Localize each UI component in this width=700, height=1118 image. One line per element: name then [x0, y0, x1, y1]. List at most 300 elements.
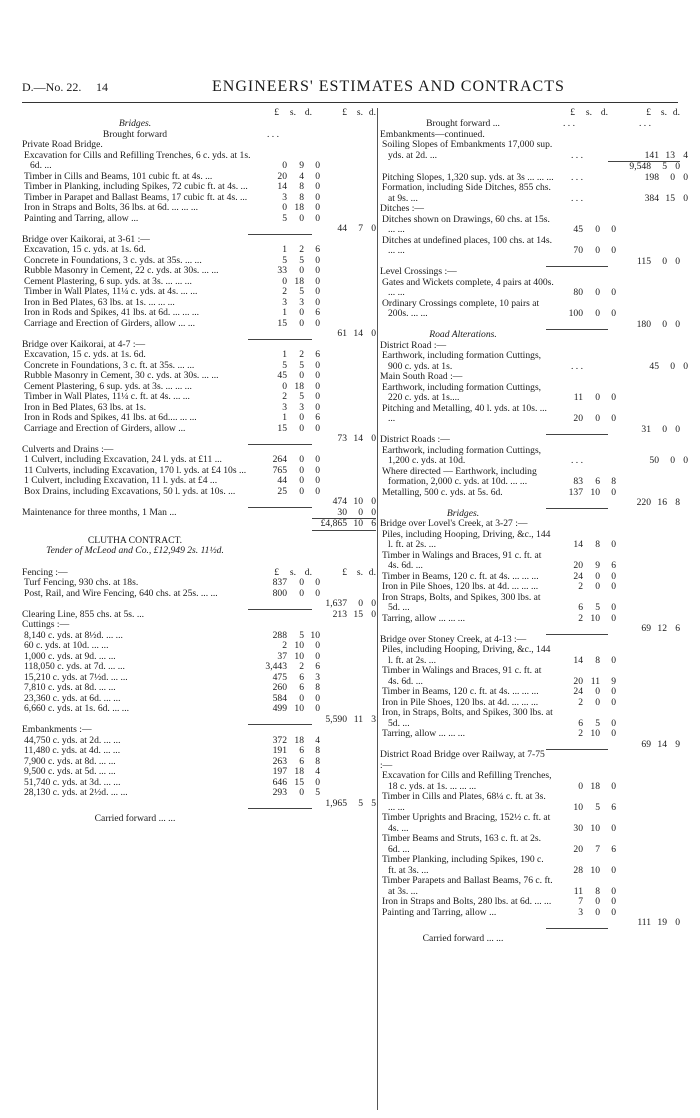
left-column — [22, 108, 376, 825]
shillings-value: 6 — [595, 476, 600, 487]
ledger-row — [380, 530, 680, 551]
item-amount — [554, 687, 616, 698]
pounds-value: 30 — [337, 506, 347, 518]
shillings-value: 2 — [299, 244, 304, 255]
pence-value: 0 — [315, 391, 320, 402]
item-description: Timber in Wall Plates, 11¼ c. yds. at 4s. ... ... — [24, 286, 198, 297]
item-amount — [554, 782, 616, 793]
item-amount — [554, 393, 616, 404]
pounds-value: 24 — [573, 686, 583, 697]
ledger-row — [22, 725, 376, 736]
item-amount — [248, 609, 312, 610]
pence-value: 0 — [315, 254, 320, 266]
shillings-value: 10 — [590, 864, 600, 876]
shillings-value: 0 — [299, 577, 304, 588]
item-amount — [256, 424, 320, 435]
pounds-value: 0 — [282, 275, 287, 287]
shillings-value: 2 — [299, 661, 304, 672]
pence-value: 9 — [611, 675, 616, 687]
shillings-value: 5 — [358, 797, 363, 809]
ledger-row — [22, 119, 376, 130]
pounds-value: 0 — [578, 780, 583, 792]
ledger-row — [380, 813, 680, 834]
item-description: Private Road Bridge. — [22, 139, 103, 150]
item-description: Cement Plastering, 6 sup. yds. at 3s. ... ... ... — [24, 275, 192, 287]
page-number: 14 — [96, 80, 108, 94]
shillings-value: 12 — [657, 623, 667, 634]
ledger-row — [380, 350, 688, 372]
pence-value: 0 — [611, 885, 616, 897]
pence-value: 0 — [315, 275, 320, 287]
pounds-value: 837 — [272, 577, 287, 588]
ledger-row — [380, 488, 680, 499]
ledger-row — [380, 139, 688, 161]
item-amount — [256, 308, 320, 319]
ledger-row — [380, 519, 680, 530]
shillings-value: 5 — [595, 801, 600, 813]
shillings-value: 0 — [595, 570, 600, 582]
item-amount — [256, 704, 320, 715]
pounds-value: 45 — [573, 224, 583, 235]
section-total — [608, 918, 680, 929]
shillings-value: 18 — [590, 780, 600, 792]
shillings-value: 10 — [590, 486, 600, 498]
item-amount — [256, 256, 320, 267]
item-amount — [256, 778, 320, 789]
item-amount — [256, 746, 320, 757]
shillings-value: 6 — [299, 755, 304, 767]
ledger-row — [380, 498, 680, 509]
pounds-value: 44 — [277, 475, 287, 486]
item-description: 44,750 c. yds. at 2d. ... ... — [24, 734, 121, 746]
item-amount — [554, 698, 616, 709]
ledger-row — [380, 161, 680, 173]
item-description: Ditches :— — [380, 203, 424, 214]
pence-value: 0 — [611, 245, 616, 256]
item-description: Tarring, allow ... ... ... — [382, 612, 465, 624]
item-description: Timber Parapets and Ballast Beams, 76 c. ft. at 3s. ... — [382, 875, 553, 897]
item-description: Soiling Slopes of Embankments 17,000 sup. yds. at 2d. ... — [382, 139, 553, 161]
item-description: Iron in Pile Shoes, 120 lbs. at 4d. ... ... ... — [382, 581, 539, 592]
shillings-value — [583, 173, 600, 184]
shillings-value: 18 — [294, 275, 304, 287]
pounds-value: 646 — [272, 776, 287, 788]
pounds-value: £ — [274, 566, 279, 578]
item-description: 28,130 c. yds. at 2½d. ... ... — [24, 787, 128, 798]
item-amount — [554, 677, 616, 688]
right-column-header — [380, 108, 680, 119]
pence-value: 0 — [611, 602, 616, 613]
pence-value: 0 — [315, 170, 320, 182]
item-description: Tender of McLeod and Co., £12,949 2s. 11½d. — [46, 545, 224, 556]
ledger-row — [22, 767, 376, 778]
pence-value: 0 — [611, 864, 616, 876]
pounds-value: . . . — [571, 171, 583, 183]
shillings-value: 0 — [595, 686, 600, 697]
header-rule — [22, 102, 678, 103]
pounds-value: 45 — [277, 370, 287, 381]
pence-value: 0 — [315, 650, 320, 662]
pounds-value: 20 — [573, 560, 583, 571]
shillings-value: 6 — [299, 745, 304, 756]
item-amount — [256, 319, 320, 330]
ledger-row — [380, 330, 680, 341]
item-amount — [554, 456, 616, 467]
pence-heading: d. — [600, 108, 608, 118]
ledger-row — [380, 267, 680, 278]
shillings-value: 0 — [299, 412, 304, 423]
shillings-value: 10 — [590, 612, 600, 624]
shillings-value: 0 — [595, 696, 600, 708]
item-description: Bridges. — [118, 118, 152, 129]
item-description: Timber in Parapet and Ballast Beams, 17 cubic ft. at 4s. ... — [24, 191, 248, 203]
item-description: Painting and Tarring, allow ... — [24, 212, 139, 224]
ledger-row — [22, 319, 376, 330]
item-amount — [554, 362, 616, 373]
pounds-value: 3 — [282, 296, 287, 308]
pence-value — [592, 119, 608, 130]
item-amount — [256, 298, 320, 309]
ledger-row — [22, 610, 376, 621]
shillings-value: 11 — [353, 713, 363, 725]
shillings-value: 0 — [595, 245, 600, 256]
pounds-value: 2 — [578, 696, 583, 708]
pounds-value: 6 — [578, 602, 583, 613]
pence-value: 9 — [675, 738, 680, 750]
item-amount — [256, 361, 320, 372]
item-amount — [554, 729, 616, 740]
item-amount — [554, 173, 616, 184]
section-total — [312, 568, 376, 579]
shillings-value: 18 — [294, 766, 304, 777]
item-amount — [554, 866, 616, 877]
ledger-row — [380, 278, 680, 299]
shillings-heading: s. — [660, 108, 667, 118]
ledger-row — [22, 424, 376, 435]
item-amount — [554, 656, 616, 667]
pence-value: 0 — [371, 598, 376, 609]
pounds-value: 2 — [578, 612, 583, 624]
pounds-value: 264 — [272, 454, 287, 465]
shillings-value: 0 — [299, 317, 304, 329]
ledger-row — [380, 771, 680, 792]
pence-value: 0 — [611, 612, 616, 624]
pence-value: 0 — [675, 917, 680, 928]
item-amount — [248, 130, 312, 141]
pounds-value: 474 — [332, 496, 347, 507]
item-amount — [546, 928, 608, 929]
pounds-value: 50 — [649, 455, 659, 466]
ledger-row — [380, 750, 680, 771]
item-amount — [256, 266, 320, 277]
pounds-value: 80 — [573, 287, 583, 298]
pounds-value: 5 — [282, 254, 287, 266]
ledger-row — [22, 266, 376, 277]
shillings-value: 15 — [665, 192, 675, 204]
item-amount — [256, 578, 320, 589]
pence-value: 0 — [315, 265, 320, 276]
shillings-value: 0 — [299, 464, 304, 476]
item-description: Piles, including Hooping, Driving, &c., 144 l. ft. at 2s. ... — [382, 644, 551, 666]
pounds-value: . . . — [571, 360, 583, 372]
pence-value: 0 — [683, 192, 688, 204]
item-description: Painting and Tarring, allow ... — [382, 906, 497, 918]
pounds-value: 137 — [568, 486, 583, 498]
ledger-row — [380, 593, 680, 614]
item-description: Brought forward — [102, 128, 168, 140]
ledger-row — [380, 204, 680, 215]
item-amount — [256, 403, 320, 414]
item-description: 8,140 c. yds. at 8½d. ... ... — [24, 629, 123, 641]
pence-value: 0 — [315, 296, 320, 308]
section-total — [608, 161, 680, 173]
pounds-value: 475 — [272, 671, 287, 683]
pence-value: 0 — [371, 223, 376, 234]
pence-value: 6 — [315, 349, 320, 360]
pence-value: 0 — [315, 191, 320, 203]
item-description: Where directed — Earthwork, including formation, 2,000 c. yds. at 10d. ... ... — [382, 465, 537, 487]
item-description: 1,000 c. yds. at 9d. ... ... — [24, 650, 116, 662]
shillings-value: 0 — [662, 318, 667, 330]
shillings-value: 10 — [353, 496, 363, 507]
item-amount — [256, 214, 320, 225]
item-amount — [256, 182, 320, 193]
pence-value: 6 — [675, 623, 680, 634]
item-amount — [256, 371, 320, 382]
shillings-value: 5 — [595, 602, 600, 613]
page-header — [0, 80, 700, 100]
ledger-row — [380, 792, 680, 813]
item-description: 9,500 c. yds. at 5d. ... ... — [24, 766, 116, 777]
ledger-row — [380, 467, 680, 488]
shillings-value: 5 — [662, 161, 667, 172]
pounds-value: 14 — [573, 654, 583, 666]
item-description: Iron in Rods and Spikes, 41 lbs. at 6d.... ... ... — [24, 412, 197, 423]
shillings-value: 0 — [595, 287, 600, 298]
item-description: Concrete in Foundations, 3 c. yds. at 35s. ... ... — [24, 254, 202, 266]
item-description: 7,810 c. yds. at 8d. ... ... — [24, 682, 116, 693]
pence-value — [600, 173, 616, 184]
item-description: Level Crossings :— — [380, 266, 457, 277]
shillings-value: 8 — [595, 654, 600, 666]
pounds-value: 1 — [282, 349, 287, 360]
pounds-heading: £ — [342, 108, 347, 118]
item-amount — [546, 434, 608, 435]
ledger-row — [22, 641, 376, 652]
pounds-value: 61 — [337, 328, 347, 339]
item-description: Carriage and Erection of Girders, allow ... — [24, 422, 186, 434]
pounds-value: 5 — [282, 359, 287, 371]
pence-value: d. — [304, 566, 312, 578]
shillings-value: 0 — [299, 307, 304, 318]
ledger-row — [380, 404, 680, 425]
shillings-value: 9 — [595, 560, 600, 571]
ledger-row — [22, 392, 376, 403]
item-amount — [256, 413, 320, 424]
pence-value: 0 — [315, 422, 320, 434]
item-amount — [554, 288, 616, 299]
pounds-value: 197 — [272, 766, 287, 777]
shillings-value: 0 — [299, 265, 304, 276]
section-total — [312, 518, 376, 531]
item-description: Iron in Pile Shoes, 120 lbs. at 4d. ... ... ... — [382, 696, 539, 708]
item-amount — [554, 582, 616, 593]
ledger-row — [380, 645, 680, 666]
item-description: Formation, including Side Ditches, 855 chs. at 9s. ... — [382, 182, 551, 204]
item-description: Piles, including Hooping, Driving, &c., 144 l. ft. at 2s. ... — [382, 528, 551, 550]
shillings-value: 8 — [595, 539, 600, 550]
shillings-value: 11 — [590, 675, 600, 687]
shillings-value: 10 — [353, 518, 363, 529]
shillings-value: 0 — [595, 392, 600, 403]
shillings-value: 3 — [299, 401, 304, 413]
pence-value: 0 — [611, 654, 616, 666]
pence-value: 0 — [611, 570, 616, 582]
item-amount — [256, 350, 320, 361]
pounds-value: 20 — [573, 675, 583, 687]
pence-value: 0 — [675, 318, 680, 330]
ledger-row — [22, 245, 376, 256]
pounds-value: 14 — [573, 539, 583, 550]
pence-value: 0 — [611, 728, 616, 739]
pounds-value: . . . — [571, 455, 583, 466]
pounds-value: 3,443 — [265, 661, 287, 672]
pounds-value: 0 — [282, 202, 287, 213]
shillings-value: 14 — [353, 433, 363, 444]
pence-value: 0 — [611, 287, 616, 298]
item-amount — [256, 277, 320, 288]
pence-value: 6 — [315, 661, 320, 672]
item-description: Rubble Masonry in Cement, 22 c. yds. at 30s. ... ... — [24, 265, 219, 276]
ledger-row — [22, 287, 376, 298]
pence-value: 0 — [315, 640, 320, 651]
shillings-value: 2 — [299, 349, 304, 360]
ledger-row — [22, 683, 376, 694]
ledger-row — [22, 799, 376, 810]
item-description: Iron, in Straps, Bolts, and Spikes, 300 lbs. at 5d. ... — [382, 707, 553, 729]
pounds-value: . . . — [267, 128, 279, 140]
ledger-row — [22, 518, 376, 531]
shillings-value: 5 — [299, 359, 304, 371]
ledger-row — [22, 662, 376, 673]
pounds-value: 1 — [282, 244, 287, 255]
item-amount — [256, 641, 320, 652]
shillings-value — [583, 151, 600, 162]
pounds-value: 15 — [277, 422, 287, 434]
ledger-row — [22, 476, 376, 487]
item-description: 23,360 c. yds. at 6d. ... ... — [24, 692, 121, 704]
section-total — [616, 362, 688, 373]
item-amount — [546, 266, 608, 267]
section-total — [608, 257, 680, 268]
item-description: Pitching and Metalling, 40 l. yds. at 10s. ... ... — [382, 402, 547, 424]
pounds-value: 69 — [641, 738, 651, 750]
pounds-heading: £ — [570, 108, 575, 118]
ledger-row — [22, 413, 376, 424]
pence-value: 3 — [315, 671, 320, 683]
pence-value — [600, 456, 616, 467]
pence-value: d. — [368, 566, 376, 578]
pounds-value: 584 — [272, 692, 287, 704]
item-description: Main South Road :— — [380, 371, 463, 382]
shillings-value: 18 — [294, 734, 304, 746]
pence-value: 0 — [371, 608, 376, 620]
pence-value: 0 — [315, 485, 320, 497]
item-description: District Road Bridge over Railway, at 7-75 :— — [380, 749, 545, 771]
item-description: Ditches at undefined places, 100 chs. at 14s. ... ... — [382, 234, 552, 256]
pounds-value: 499 — [272, 703, 287, 714]
item-amount — [546, 119, 608, 130]
ledger-row — [22, 151, 376, 172]
item-description: Gates and Wickets complete, 4 pairs at 400s. ... ... — [382, 276, 554, 298]
item-description: Embankments—continued. — [380, 128, 485, 140]
pounds-value: 111 — [637, 917, 651, 928]
shillings-value: 10 — [294, 650, 304, 662]
pounds-value: 30 — [573, 822, 583, 834]
item-description: Timber in Cills and Plates, 68¼ c. ft. at 3s. ... ... — [382, 791, 546, 813]
ledger-row — [380, 435, 680, 446]
item-amount — [256, 172, 320, 183]
pence-value: 0 — [683, 171, 688, 183]
shillings-value: 10 — [294, 640, 304, 651]
item-amount — [554, 488, 616, 499]
pence-value: 0 — [315, 464, 320, 476]
item-amount — [546, 329, 608, 330]
pence-value: 0 — [315, 359, 320, 371]
pence-value: 0 — [683, 360, 688, 372]
shillings-value: 6 — [299, 671, 304, 683]
pounds-value: 83 — [573, 476, 583, 487]
pounds-value: 11 — [573, 885, 583, 897]
shillings-value: 0 — [595, 413, 600, 424]
item-description: Timber in Wall Plates, 11¼ c. ft. at 4s. ... ... — [24, 391, 190, 402]
ledger-row — [380, 855, 680, 876]
pounds-value: 25 — [277, 485, 287, 497]
shillings-value: 5 — [299, 286, 304, 297]
item-description: Pitching Slopes, 1,320 sup. yds. at 3s ... ... ... — [382, 171, 554, 183]
item-description: Iron in Rods and Spikes, 41 lbs. at 6d. ... ... ... — [24, 307, 200, 318]
shillings-value: 5 — [595, 717, 600, 729]
ledger-row — [22, 455, 376, 466]
right-column — [380, 108, 688, 944]
pence-value: 0 — [315, 160, 320, 171]
ledger-row — [380, 918, 680, 929]
item-description: Carried forward ... ... — [94, 813, 176, 824]
item-description: Bridge over Lovel's Creek, at 3-27 :— — [380, 518, 528, 529]
shillings-value: 0 — [299, 692, 304, 704]
item-description: Carriage and Erection of Girders, allow ... ... — [24, 317, 196, 329]
item-description: Tarring, allow ... ... ... — [382, 728, 465, 739]
shillings-value: 3 — [299, 296, 304, 308]
pounds-value: 191 — [272, 745, 287, 756]
pence-value: 0 — [675, 423, 680, 435]
item-description: Culverts and Drains :— — [22, 443, 114, 455]
pounds-value: 31 — [641, 423, 651, 435]
item-description: Bridges. — [446, 507, 480, 519]
item-amount — [256, 683, 320, 694]
pence-value: 4 — [315, 734, 320, 746]
section-total — [312, 497, 376, 508]
ledger-row — [380, 624, 680, 635]
item-amount — [256, 161, 320, 172]
item-description: Maintenance for three months, 1 Man ... — [22, 506, 177, 518]
pounds-value: 11 — [573, 392, 583, 403]
ledger-row — [380, 908, 680, 919]
item-description: Timber in Planking, including Spikes, 72 cubic ft. at 4s. ... — [24, 181, 248, 192]
section-total — [608, 425, 680, 436]
pence-value: 0 — [315, 776, 320, 788]
ledger-row — [380, 582, 680, 593]
